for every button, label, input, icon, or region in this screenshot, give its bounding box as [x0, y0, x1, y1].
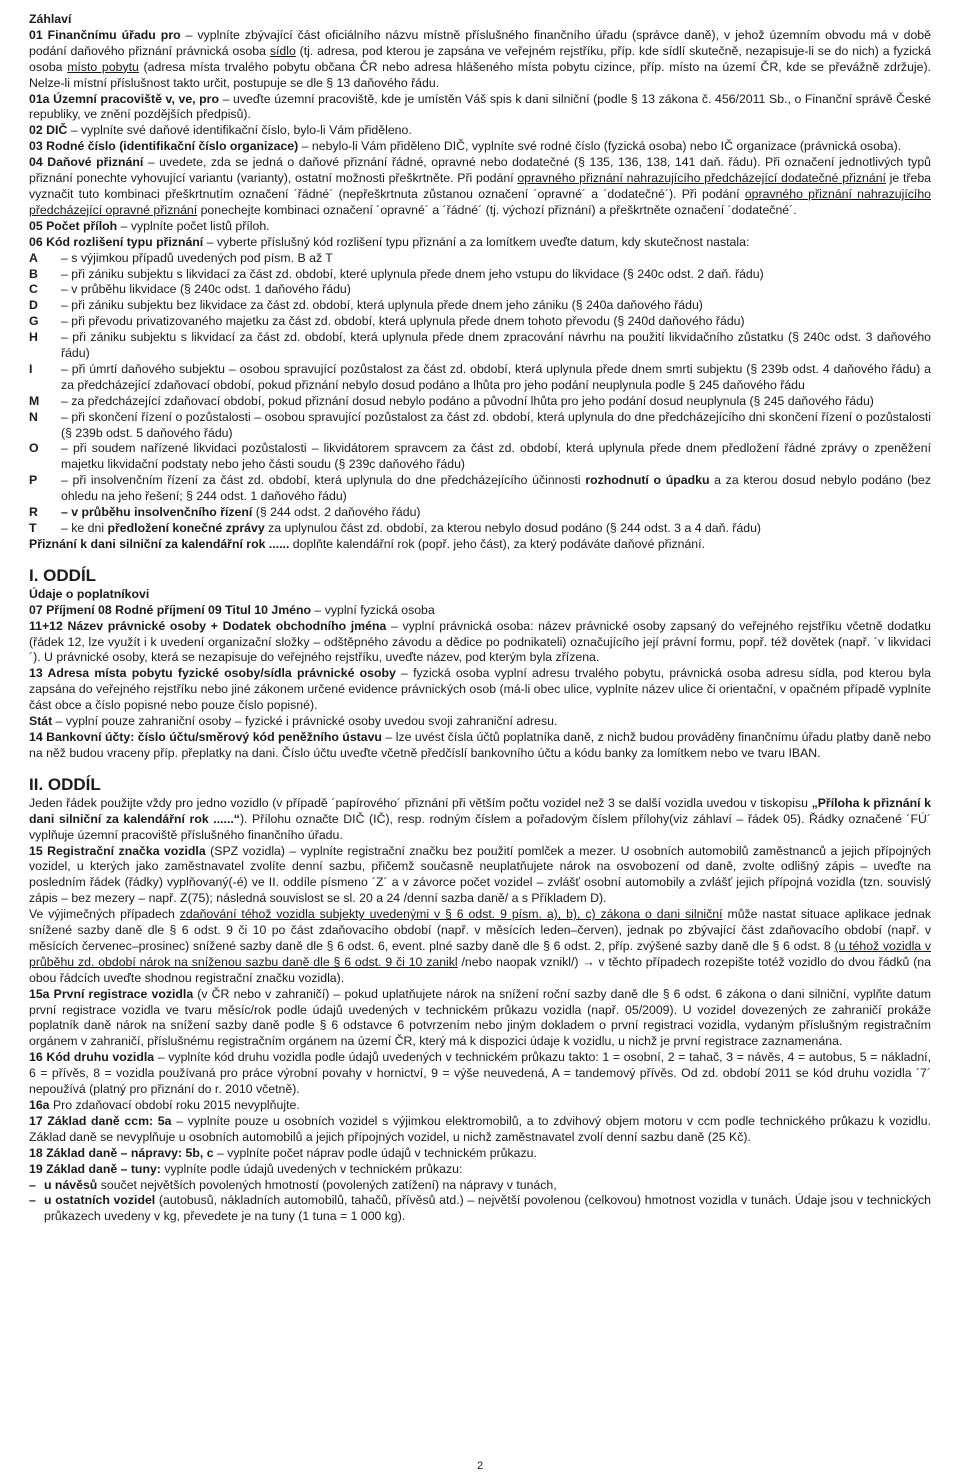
list-item-text — [44, 1193, 931, 1225]
para-calendar-year — [29, 537, 931, 553]
para-01a — [29, 92, 931, 124]
list-item-text — [61, 394, 931, 410]
body-text: může nastat situace aplikace jednak snížené sazby daně dle § 6 odst. 9 či 10 po část zdaňovacího období (např. v měsících leden–červen), jednak po zbývající část zdaňovacího období (např. v měsících červenec–prosinec) snížené sazby daně dle § 6 odst. 6, event. plné sazby daně dle § 6 odst. 2, příp. zvýšené sazby daně dle § 6 odst. 8 — [29, 907, 931, 953]
list-item-key: – — [29, 1177, 36, 1192]
body-text: Pro zdaňovací období roku 2015 nevyplňujte. — [49, 1098, 300, 1112]
underlined-text: místo pobytu — [67, 59, 139, 74]
list-item-key: A — [29, 250, 38, 265]
body-text: ). Přílohu označte DIČ (IČ), resp. rodným číslem a pořadovým číslem přílohy(viz záhlaví – řádek 05). Řádky označené ´FÚ´ vyplňuje územní pracoviště příslušného finančního úřadu. — [29, 811, 931, 842]
list-item-key: O — [29, 441, 39, 456]
list-item — [29, 505, 931, 521]
body-text: – ke dni — [61, 521, 108, 535]
bold-text: u návěsů — [44, 1177, 98, 1192]
body-text: – vyplní pouze zahraniční osoby – fyzické i právnické osoby uvedou svoji zahraniční adresu. — [52, 714, 558, 729]
bold-text: Stát — [29, 714, 53, 729]
body-text: – lze uvést čísla účtů poplatníka daně, z nichž budou prováděny finančnímu úřadu platby daně nebo na něž budou vraceny příp. přeplatky na dani. Číslo účtu uveďte včetně předčíslí bankovního účtu a kódu banky za lomítkem nebo ve tvaru IBAN. — [29, 729, 931, 760]
type-code-list — [29, 251, 931, 537]
list-item-text — [61, 282, 931, 298]
body-text: (tj. adresa, pod kterou je zapsána ve veřejném rejstříku, příp. kde sídlí skutečně, nezapisuje-li se do nich) a fyzická osoba — [29, 43, 931, 74]
list-item-text — [61, 410, 931, 442]
para-17 — [29, 1114, 931, 1146]
list-item — [29, 521, 931, 537]
body-text: (adresa místa trvalého pobytu občana ČR nebo adresa hlášeného místa pobytu cizince, příp. místo na území ČR, kde se převážně zdržuje). Nelze-li místní příslušnost takto určit, postupuje se dle § 13 daňového řádu. — [29, 59, 931, 90]
list-item-text — [61, 267, 931, 283]
para-13 — [29, 666, 931, 714]
bold-text: 01 Finančnímu úřadu pro — [29, 27, 181, 42]
body-text: – při zániku subjektu bez likvidace za část zd. období, která uplynula přede dnem jeho zániku (§ 240a daňového řádu) — [61, 298, 703, 313]
list-item — [29, 362, 931, 394]
tonnage-list — [29, 1178, 931, 1226]
bold-text: 02 DIČ — [29, 123, 68, 138]
para-14 — [29, 730, 931, 762]
body-text: – fyzická osoba vyplní adresu trvalého pobytu, právnická osoba adresu sídla, pod kterou byla zapsána do veřejného rejstříku nebo jiné zákonem určené evidence právnických osob (má-li obec ulice, vyplníte název ulice či orientační, v opačném případě vyplníte část obce a číslo popisné nebo pouze číslo popisné). — [29, 666, 931, 713]
underlined-text: zdaňování téhož vozidla subjekty uvedenými v § 6 odst. 9 písm. a), b), c) zákona o dani silniční — [179, 907, 723, 922]
body-text: – za předcházející zdaňovací období, pokud přiznání dosud nebylo podáno a původní lhůta pro jeho podání dosud neuplynula (§ 245 daňového řádu) — [61, 393, 874, 408]
list-item-key: I — [29, 361, 33, 376]
section-I-heading: I. ODDÍL — [29, 565, 97, 585]
para-05 — [29, 219, 931, 235]
body-text: ponechejte kombinaci označení ´opravné´ a ´řádné´ (tj. výchozí přiznání) a přeškrtněte označení ´dodatečné´. — [197, 202, 797, 217]
list-item — [29, 251, 931, 267]
list-item-text — [61, 505, 931, 521]
bold-text: 04 Daňové přiznání — [29, 155, 144, 170]
list-item-text — [61, 298, 931, 314]
section-I-subtitle: Údaje o poplatníkovi — [29, 586, 150, 601]
list-item-key: M — [29, 393, 40, 408]
list-item — [29, 1193, 931, 1225]
list-item — [29, 410, 931, 442]
body-text: – vyplníte své daňové identifikační číslo, bylo-li Vám přiděleno. — [67, 123, 412, 138]
body-text: – vyberte příslušný kód rozlišení typu přiznání a za lomítkem uveďte datum, kdy skutečnost nastala: — [203, 234, 750, 249]
bold-text: 03 Rodné číslo (identifikační číslo organizace) — [29, 139, 299, 154]
body-text: – vyplníte počet listů příloh. — [117, 218, 270, 233]
body-text: – vyplníte počet náprav podle údajů v technickém průkazu. — [213, 1145, 537, 1160]
body-text: a za kterou dosud nebylo podáno (bez ohledu na jeho řešení; § 244 odst. 1 daňového řádu) — [61, 473, 931, 504]
body-text: – při zániku subjektu s likvidací za část zd. období, která uplynula přede dnem zpracování návrhu na použití likvidačního zůstatku (§ 240c odst. 3 daňového řádu) — [61, 330, 931, 361]
list-item-key: B — [29, 266, 38, 281]
list-item-key: H — [29, 330, 38, 345]
bold-text: „Příloha k přiznání k dani silniční za kalendářní rok ......“ — [29, 795, 932, 826]
list-item — [29, 267, 931, 283]
body-text: /nebo naopak vznikl/) → v těchto případech rozepište totéž vozidlo do dvou řádků (na obou řádcích uveďte shodnou registrační značku vozidla). — [29, 954, 931, 985]
body-text: Jeden řádek použijte vždy pro jedno vozidlo (v případě ´papírového´ přiznání při větším počtu vozidel než 3 se další vozidla uvedou v tiskopisu — [29, 795, 812, 810]
body-text: – při insolvenčním řízení za část zd. období, která uplynula do dne předcházejícího účinnosti — [61, 473, 586, 488]
body-text: (§ 244 odst. 2 daňového řádu) — [252, 505, 421, 520]
body-text: (v ČR nebo v zahraničí) – pokud uplatňujete nárok na snížení roční sazby daně dle § 6 odst. 6 zákona o dani silniční, vyplňte datum první registrace vozidla ve tvaru měsíc/rok podle údajů uvedených v technickém průkazu vozidla (např. 05/2009). U vozidel dovezených ze zahraničí prokáže poplatník daně nárok na snížení sazby daně podle § 6 odstavce 6 potvrzením nebo jiným dokladem o první registraci vozidla, vydaným příslušným registračním orgánem v zahraničí, příslušnému registračním orgánem na území ČR, který má k dispozici údaje k vozidlu, u nichž je první registrace zaznamenána. — [29, 986, 931, 1049]
body-text: – vyplníte pouze u osobních vozidel s výjimkou elektromobilů, a to zdvihový objem motoru v ccm podle technického průkazu k vozidlu. Základ daně se nevyplňuje u osobních automobilů a jejich přípojných vozidel, u nichž zaměstnavatel zvolí denní sazbu daně (25 Kč). — [29, 1113, 932, 1144]
bold-text: Přiznání k dani silniční za kalendářní rok ...... — [29, 536, 290, 551]
para-04 — [29, 155, 931, 219]
para-02 — [29, 123, 931, 139]
bold-text: 16 Kód druhu vozidla — [29, 1050, 155, 1065]
body-text: – vyplníte zbývající část oficiálního názvu místně příslušného finančního úřadu (správce daně), v jehož územním obvodu má v době podání daňového přiznání právnická osoba — [29, 27, 931, 58]
list-item — [29, 1178, 931, 1194]
para-07 — [29, 603, 931, 619]
bold-text: u ostatních vozidel — [44, 1193, 156, 1208]
para-18 — [29, 1146, 931, 1162]
bold-text: 16a — [29, 1098, 50, 1112]
list-item — [29, 394, 931, 410]
bold-text: 01a Územní pracoviště v, ve, pro — [29, 91, 219, 106]
list-item-key: C — [29, 282, 38, 297]
underlined-text: opravného přiznání nahrazujícího předcházející dodatečné přiznání — [517, 171, 886, 186]
list-item — [29, 330, 931, 362]
underlined-text: (u téhož vozidla v průběhu zd. období nárok na sníženou sazbu daně dle § 6 odst. 9 či 10 zanikl — [29, 938, 931, 969]
list-item-text — [61, 362, 931, 394]
bold-text: 15 Registrační značka vozidla — [29, 843, 206, 858]
list-item-text — [61, 330, 931, 362]
list-item-text — [61, 441, 931, 473]
body-text: doplňte kalendářní rok (popř. jeho část), za který podáváte daňové přiznání. — [289, 536, 705, 551]
list-item-text — [61, 473, 931, 505]
list-item — [29, 473, 931, 505]
underlined-text: sídlo — [269, 43, 296, 58]
body-text: – při zániku subjektu s likvidací za část zd. období, které uplynula přede dnem jeho vstupu do likvidace (§ 240c odst. 2 daň. řádu) — [61, 266, 764, 281]
list-item-key: T — [29, 521, 37, 535]
body-text: – při skončení řízení o pozůstalosti – osobou spravující pozůstalost za část zd. období, která uplynula do dne předcházejícího dni skončení řízení o pozůstalosti (§ 239b odst. 5 daňového řádu) — [61, 409, 931, 440]
bold-text: 05 Počet příloh — [29, 218, 118, 233]
list-item-text — [61, 251, 931, 267]
bold-text: 13 Adresa místa pobytu fyzické osoby/sídla právnické osoby — [29, 666, 396, 681]
list-item-key: N — [29, 409, 38, 424]
para-19 — [29, 1162, 931, 1178]
para-row-usage — [29, 796, 931, 844]
list-item-key: D — [29, 298, 38, 313]
list-item-key: – — [29, 1193, 36, 1208]
list-item — [29, 441, 931, 473]
list-item-text — [44, 1178, 931, 1194]
body-text: (SPZ vozidla) – vyplníte registrační značku bez použití pomlček a mezer. U osobních automobilů zaměstnanců a jejich přípojných vozidel, u kterých jako zaměstnavatel zvolíte denní sazbu, přičemž současně neuplatňujete nárok na osvobození od daně, zvolte odlišný zápis – uveďte na posledním řádek (řádky) vyplňovaný(-é) ve II. oddíle písmeno ´Z´ a v závorce počet vozidel – zvlášť osobní automobily a zvlášť jejich přípojná vozidla (tzn. souvislý zápis – bez mezery – např. Z(75); následná souvislost se sl. 20 a 24 /denní sazba daně/ a s Příkladem D). — [29, 843, 931, 906]
body-text: – vyplní fyzická osoba — [311, 602, 435, 617]
para-11 — [29, 619, 931, 667]
para-01 — [29, 28, 931, 92]
list-item — [29, 282, 931, 298]
para-exceptional — [29, 907, 931, 987]
para-15 — [29, 844, 931, 908]
bold-text: 19 Základ daně – tuny: — [29, 1161, 161, 1176]
list-item-text — [61, 521, 931, 537]
bold-text: předložení konečné zprávy — [107, 521, 265, 535]
bold-text: – v průběhu insolvenčního řízení — [61, 505, 253, 520]
page-number: 2 — [476, 1460, 484, 1472]
body-text: za uplynulou část zd. období, za kterou nebylo dosud podáno (§ 244 odst. 3 a 4 daň. řádu) — [264, 521, 762, 535]
body-text: (autobusů, nákladních automobilů, tahačů, přívěsů atd.) – největší povolenou (celkovou) hmotnost vozidla v tunách. Údaje jsou v technických průkazech uvedeny v kg, převedete je na tuny (1 tuna = 1 000 kg). — [44, 1193, 931, 1224]
body-text: Ve výjimečných případech — [29, 907, 180, 922]
intro-heading: Záhlaví — [29, 12, 72, 26]
body-text: – uveďte územní pracoviště, kde je umístěn Váš spis k dani silniční (podle § 13 zákona č. 456/2011 Sb., o Finanční správě České republiky, ve znění pozdějších předpisů). — [29, 91, 931, 122]
body-text: součet největších povolených hmotností (povolených zatížení) na nápravy v tunách, — [97, 1177, 557, 1192]
para-16a — [29, 1098, 931, 1114]
para-16 — [29, 1050, 931, 1098]
bold-text: 15a První registrace vozidla — [29, 986, 194, 1001]
body-text: – při úmrtí daňového subjektu – osobou spravující pozůstalost za část zd. období, která uplynula přede dnem smrti subjektu (§ 239b odst. 4 daňového řádu) a za předcházející zdaňovací období, pokud přiznání nebylo dosud podáno a lhůta pro jeho podání neuplynula podle § 245 daňového řádu — [61, 361, 931, 392]
para-06 — [29, 235, 931, 251]
body-text: je třeba vyznačit tuto kombinaci přeškrtnutím označení ´řádné´ (nepřeškrtnuta zůstanou označení ´opravné´ a ´dodatečné´). Při podání — [29, 171, 931, 201]
body-text: – uvedete, zda se jedná o daňové přiznání řádné, opravné nebo dodatečné (§ 135, 136, 138, 141 daň. řádu). Při označení jednotlivých typů přiznání ponechte vyhovující variantu (varianty), ostatní možnosti přeškrtněte. Při podání — [29, 155, 932, 186]
bold-text: 18 Základ daně – nápravy: 5b, c — [29, 1145, 214, 1160]
list-item-key: G — [29, 314, 39, 329]
body-text: – nebylo-li Vám přiděleno DIČ, vyplníte své rodné číslo (fyzická osoba) nebo IČ organizace (právnická osoba). — [298, 139, 902, 154]
body-text: – v průběhu likvidace (§ 240c odst. 1 daňového řádu) — [61, 282, 351, 297]
list-item-text — [61, 314, 931, 330]
body-text: – při převodu privatizovaného majetku za část zd. období, která uplynula přede dnem tohoto převodu (§ 240d daňového řádu) — [61, 314, 745, 329]
bold-text: 07 Příjmení 08 Rodné příjmení 09 Titul 10 Jméno — [29, 602, 312, 617]
list-item — [29, 298, 931, 314]
para-15a — [29, 987, 931, 1051]
bold-text: 06 Kód rozlišení typu přiznání — [29, 234, 204, 249]
list-item — [29, 314, 931, 330]
list-item-key: R — [29, 505, 38, 520]
body-text: – vyplní právnická osoba: název právnické osoby zapsaný do veřejného rejstříku včetně dodatku (řádek 12, lze využít i k uvedení organizační složky – odštěpného závodu a dědice po podnikateli) označujícího její právní formu, popř. též dovětek (např. ´v likvidaci´). U právnické osoby, která se nezapisuje do veřejného rejstříku, uveďte název, pod kterým byla zřízena. — [29, 618, 931, 665]
bold-text: rozhodnutí o úpadku — [585, 473, 710, 488]
document-page — [29, 12, 931, 1225]
underlined-text: opravného přiznání nahrazujícího předcházející opravné přiznání — [29, 186, 931, 217]
body-text: – při soudem nařízené likvidaci pozůstalosti – likvidátorem spravcem za část zd. období, která uplynula přede dnem předložení řádné zprávy o zpeněžení majetku likvidační podstaty nebo jeho části soudu (§ 239c daňového řádu) — [61, 441, 931, 472]
para-03 — [29, 139, 931, 155]
list-item-key: P — [29, 473, 38, 488]
bold-text: 11+12 Název právnické osoby + Dodatek obchodního jména — [29, 618, 387, 633]
body-text: – s výjimkou případů uvedených pod písm. B až T — [61, 250, 333, 265]
bold-text: 17 Základ daně ccm: 5a — [29, 1113, 172, 1128]
section-II-heading: II. ODDÍL — [29, 774, 101, 794]
body-text: vyplníte podle údajů uvedených v technickém průkazu: — [160, 1161, 463, 1176]
para-stat — [29, 714, 931, 730]
bold-text: 14 Bankovní účty: číslo účtu/směrový kód peněžního ústavu — [29, 729, 382, 744]
body-text: – vyplníte kód druhu vozidla podle údajů uvedených v technickém průkazu takto: 1 = osobní, 2 = tahač, 3 = návěs, 4 = autobus, 5 = nákladní, 6 = přívěs, 8 = vozidla používaná pro práce výrobní povahy v hornictví, 9 = výše neuvedená, A = tandemový přívěs. Od zd. období 2011 se kód druhu vozidla ´7´ nepoužívá (platný pro přiznání do r. 2010 včetně). — [29, 1050, 931, 1097]
